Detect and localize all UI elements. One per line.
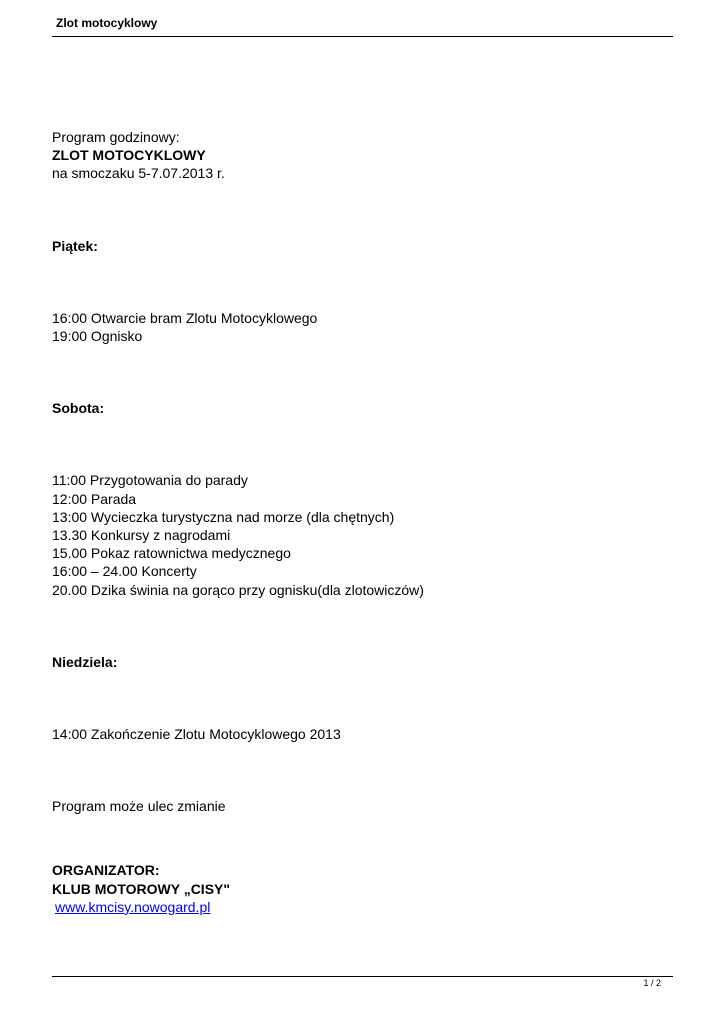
header-divider: [52, 36, 673, 37]
footer-divider: [52, 976, 673, 977]
event-title: ZLOT MOTOCYKLOWY: [52, 147, 206, 164]
schedule-item: 13:00 Wycieczka turystyczna nad morze (dla chętnych): [52, 508, 395, 525]
event-location-date: na smoczaku 5-7.07.2013 r.: [52, 165, 225, 182]
page-number: 1 / 2: [643, 978, 661, 988]
schedule-item: 16:00 Otwarcie bram Zlotu Motocyklowego: [52, 309, 318, 326]
page-header-title: Zlot motocyklowy: [56, 16, 158, 30]
schedule-item: 14:00 Zakończenie Zlotu Motocyklowego 2013: [52, 726, 341, 743]
day-heading-friday: Piątek:: [52, 237, 98, 254]
day-heading-saturday: Sobota:: [52, 400, 105, 417]
organizer-name: KLUB MOTOROWY „CISY": [52, 880, 231, 897]
organizer-website-link[interactable]: www.kmcisy.nowogard.pl: [55, 898, 211, 915]
schedule-item: 12:00 Parada: [52, 490, 137, 507]
schedule-item: 16:00 – 24.00 Koncerty: [52, 563, 197, 580]
schedule-note: Program może ulec zmianie: [52, 798, 226, 815]
organizer-label: ORGANIZATOR:: [52, 862, 160, 879]
schedule-item: 19:00 Ognisko: [52, 328, 143, 345]
intro-label: Program godzinowy:: [52, 129, 180, 145]
schedule-item: 15.00 Pokaz ratownictwa medycznego: [52, 545, 291, 562]
schedule-item: 11:00 Przygotowania do parady: [52, 472, 248, 489]
day-heading-sunday: Niedziela:: [52, 653, 118, 670]
document-body: [52, 128, 672, 916]
schedule-item: 13.30 Konkursy z nagrodami: [52, 527, 231, 544]
schedule-item: 20.00 Dzika świnia na gorąco przy ognisku(dla zlotowiczów): [52, 581, 424, 598]
